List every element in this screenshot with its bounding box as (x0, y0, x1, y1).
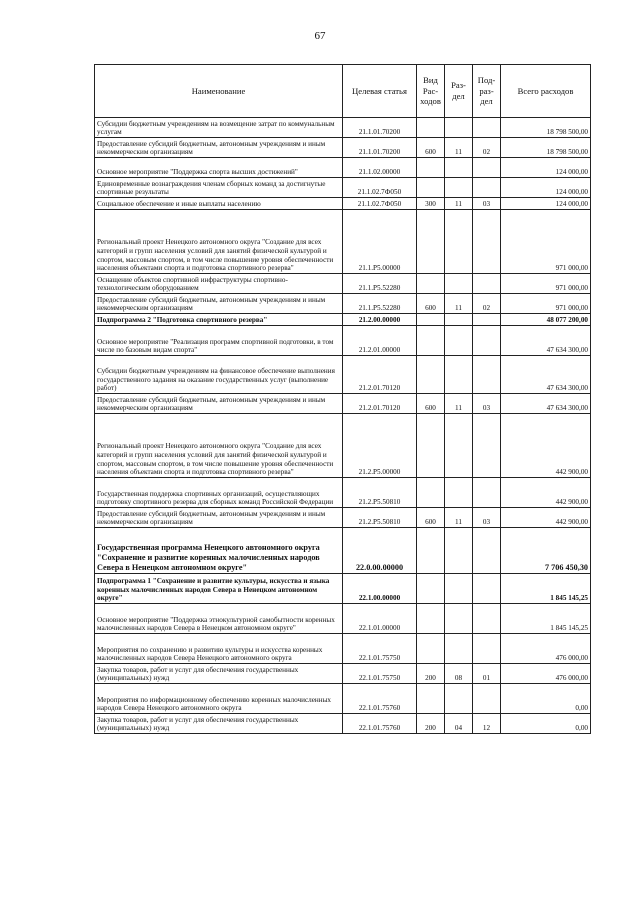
cell-total: 124 000,00 (501, 158, 591, 178)
cell-total: 47 634 300,00 (501, 356, 591, 394)
cell-section (445, 684, 473, 714)
cell-subsection (473, 478, 501, 508)
page-number: 67 (314, 30, 326, 42)
cell-target: 21.2.P5.50810 (343, 478, 417, 508)
cell-total: 1 845 145,25 (501, 604, 591, 634)
cell-target: 21.1.02.7Ф050 (343, 178, 417, 198)
cell-target: 21.1.01.70200 (343, 138, 417, 158)
table-row (95, 478, 591, 508)
cell-target: 21.1.02.00000 (343, 158, 417, 178)
cell-subsection: 01 (473, 664, 501, 684)
table-row (95, 604, 591, 634)
cell-total: 47 634 300,00 (501, 326, 591, 356)
cell-total: 442 900,00 (501, 478, 591, 508)
cell-subsection (473, 604, 501, 634)
cell-subsection: 02 (473, 294, 501, 314)
cell-name: Оснащение объектов спортивной инфраструктуры спортивно-технологическим оборудованием (95, 274, 343, 294)
table-row (95, 508, 591, 528)
table-row (95, 634, 591, 664)
cell-name: Предоставление субсидий бюджетным, автономным учреждениям и иным некоммерческим организациям (95, 508, 343, 528)
cell-exp-type: 600 (417, 294, 445, 314)
cell-subsection (473, 634, 501, 664)
cell-name: Государственная программа Ненецкого автономного округа "Сохранение и развитие коренных малочисленных народов Севера в Ненецком автономном округе" (95, 528, 343, 574)
cell-target: 21.1.02.7Ф050 (343, 198, 417, 210)
cell-exp-type (417, 574, 445, 604)
cell-section: 11 (445, 294, 473, 314)
cell-target: 21.1.01.70200 (343, 118, 417, 138)
cell-subsection (473, 528, 501, 574)
cell-exp-type (417, 158, 445, 178)
cell-subsection (473, 210, 501, 274)
table-row (95, 198, 591, 210)
cell-exp-type: 600 (417, 138, 445, 158)
cell-subsection (473, 178, 501, 198)
cell-subsection: 02 (473, 138, 501, 158)
cell-name: Мероприятия по сохранению и развитию культуры и искусства коренных малочисленных народов Севера Ненецкого автономного округа (95, 634, 343, 664)
cell-name: Основное мероприятие "Поддержка спорта высших достижений" (95, 158, 343, 178)
table-row (95, 574, 591, 604)
cell-target: 22.1.01.75750 (343, 664, 417, 684)
cell-total: 476 000,00 (501, 664, 591, 684)
cell-total: 442 900,00 (501, 414, 591, 478)
table-row (95, 138, 591, 158)
table-row (95, 714, 591, 734)
cell-name: Субсидии бюджетным учреждениям на возмещение затрат по коммунальным услугам (95, 118, 343, 138)
table-row (95, 118, 591, 138)
cell-target: 21.2.01.70120 (343, 356, 417, 394)
cell-target: 21.1.P5.52280 (343, 274, 417, 294)
cell-subsection (473, 684, 501, 714)
cell-subsection (473, 274, 501, 294)
cell-total: 971 000,00 (501, 294, 591, 314)
cell-subsection (473, 118, 501, 138)
cell-section (445, 158, 473, 178)
cell-name: Закупка товаров, работ и услуг для обеспечения государственных (муниципальных) нужд (95, 664, 343, 684)
cell-exp-type (417, 604, 445, 634)
cell-target: 21.1.P5.00000 (343, 210, 417, 274)
cell-total: 124 000,00 (501, 178, 591, 198)
cell-section (445, 414, 473, 478)
cell-name: Единовременные вознаграждения членам сборных команд за достигнутые спортивные результаты (95, 178, 343, 198)
table-row (95, 684, 591, 714)
cell-subsection (473, 314, 501, 326)
cell-total: 971 000,00 (501, 210, 591, 274)
cell-exp-type (417, 414, 445, 478)
cell-exp-type (417, 634, 445, 664)
table-row (95, 294, 591, 314)
cell-total: 442 900,00 (501, 508, 591, 528)
table-row (95, 314, 591, 326)
cell-subsection (473, 158, 501, 178)
cell-section: 08 (445, 664, 473, 684)
header-subsection: Под- раз- дел (473, 65, 501, 118)
cell-exp-type: 200 (417, 664, 445, 684)
cell-target: 22.1.01.75760 (343, 714, 417, 734)
cell-name: Подпрограмма 2 "Подготовка спортивного резерва" (95, 314, 343, 326)
table-row (95, 394, 591, 414)
cell-exp-type: 200 (417, 714, 445, 734)
cell-subsection: 03 (473, 198, 501, 210)
table-body (95, 118, 591, 734)
cell-subsection: 03 (473, 394, 501, 414)
cell-exp-type (417, 314, 445, 326)
cell-section (445, 210, 473, 274)
cell-total: 18 798 500,00 (501, 118, 591, 138)
cell-section (445, 314, 473, 326)
cell-section (445, 326, 473, 356)
cell-section: 11 (445, 508, 473, 528)
cell-subsection (473, 326, 501, 356)
cell-total: 476 000,00 (501, 634, 591, 664)
cell-target: 21.2.00.00000 (343, 314, 417, 326)
cell-total: 18 798 500,00 (501, 138, 591, 158)
cell-total: 0,00 (501, 684, 591, 714)
cell-name: Субсидии бюджетным учреждениям на финансовое обеспечение выполнения государственного задания на оказание государственных услуг (выполнение работ) (95, 356, 343, 394)
header-target: Целевая статья (343, 65, 417, 118)
cell-subsection (473, 414, 501, 478)
cell-name: Предоставление субсидий бюджетным, автономным учреждениям и иным некоммерческим организациям (95, 138, 343, 158)
table-row (95, 414, 591, 478)
cell-exp-type (417, 118, 445, 138)
cell-total: 0,00 (501, 714, 591, 734)
cell-exp-type (417, 210, 445, 274)
cell-name: Мероприятия по информационному обеспечению коренных малочисленных народов Севера Ненецкого автономного округа (95, 684, 343, 714)
cell-name: Региональный проект Ненецкого автономного округа "Создание для всех категорий и групп населения условий для занятий физической культурой и спортом, массовым спортом, в том числе повышение уровня обеспеченности населения объектами спорта и подготовка спортивного резерва" (95, 210, 343, 274)
cell-target: 21.2.01.00000 (343, 326, 417, 356)
cell-section: 04 (445, 714, 473, 734)
cell-subsection (473, 574, 501, 604)
cell-subsection (473, 356, 501, 394)
cell-exp-type (417, 326, 445, 356)
cell-exp-type (417, 684, 445, 714)
cell-name: Социальное обеспечение и иные выплаты населению (95, 198, 343, 210)
cell-name: Предоставление субсидий бюджетным, автономным учреждениям и иным некоммерческим организациям (95, 394, 343, 414)
cell-name: Предоставление субсидий бюджетным, автономным учреждениям и иным некоммерческим организациям (95, 294, 343, 314)
cell-total: 48 077 200,00 (501, 314, 591, 326)
table-row (95, 178, 591, 198)
table-header-row (95, 65, 591, 118)
table-row (95, 158, 591, 178)
cell-subsection: 12 (473, 714, 501, 734)
cell-exp-type (417, 274, 445, 294)
cell-name: Региональный проект Ненецкого автономного округа "Создание для всех категорий и групп населения условий для занятий физической культурой и спортом, массовым спортом, в том числе повышение уровня обеспеченности населения объектами спорта и подготовка спортивного резерва" (95, 414, 343, 478)
cell-name: Основное мероприятие "Поддержка этнокультурной самобытности коренных малочисленных народов Севера в Ненецком автономном округе" (95, 604, 343, 634)
table-row (95, 210, 591, 274)
cell-name: Подпрограмма 1 "Сохранение и развитие культуры, искусства и языка коренных малочисленных народов Севера в Ненецком автономном округе" (95, 574, 343, 604)
cell-section (445, 478, 473, 508)
cell-section (445, 604, 473, 634)
cell-exp-type: 300 (417, 198, 445, 210)
header-name: Наименование (95, 65, 343, 118)
cell-target: 21.1.P5.52280 (343, 294, 417, 314)
cell-target: 21.2.01.70120 (343, 394, 417, 414)
cell-target: 22.1.01.75760 (343, 684, 417, 714)
table-row (95, 664, 591, 684)
cell-exp-type (417, 356, 445, 394)
table-row (95, 528, 591, 574)
cell-section (445, 118, 473, 138)
cell-target: 21.2.P5.00000 (343, 414, 417, 478)
budget-table (94, 64, 591, 734)
cell-exp-type: 600 (417, 394, 445, 414)
cell-target: 22.1.01.75750 (343, 634, 417, 664)
cell-subsection: 03 (473, 508, 501, 528)
cell-section (445, 528, 473, 574)
cell-name: Закупка товаров, работ и услуг для обеспечения государственных (муниципальных) нужд (95, 714, 343, 734)
cell-section: 11 (445, 394, 473, 414)
cell-exp-type (417, 528, 445, 574)
cell-exp-type: 600 (417, 508, 445, 528)
cell-exp-type (417, 478, 445, 508)
table-row (95, 274, 591, 294)
cell-exp-type (417, 178, 445, 198)
cell-name: Основное мероприятие "Реализация программ спортивной подготовки, в том числе по базовым видам спорта" (95, 326, 343, 356)
cell-total: 971 000,00 (501, 274, 591, 294)
cell-target: 22.1.01.00000 (343, 604, 417, 634)
cell-section: 11 (445, 198, 473, 210)
cell-section (445, 574, 473, 604)
cell-total: 47 634 300,00 (501, 394, 591, 414)
cell-target: 21.2.P5.50810 (343, 508, 417, 528)
header-total: Всего расходов (501, 65, 591, 118)
cell-total: 1 845 145,25 (501, 574, 591, 604)
cell-section (445, 178, 473, 198)
cell-section (445, 634, 473, 664)
cell-section (445, 356, 473, 394)
cell-section: 11 (445, 138, 473, 158)
header-section: Раз- дел (445, 65, 473, 118)
cell-total: 7 706 450,30 (501, 528, 591, 574)
table-row (95, 356, 591, 394)
cell-target: 22.0.00.00000 (343, 528, 417, 574)
header-exp-type: Вид Рас- ходов (417, 65, 445, 118)
cell-section (445, 274, 473, 294)
cell-name: Государственная поддержка спортивных организаций, осуществляющих подготовку спортивного резерва для сборных команд Российской Федерации (95, 478, 343, 508)
cell-target: 22.1.00.00000 (343, 574, 417, 604)
cell-total: 124 000,00 (501, 198, 591, 210)
table-row (95, 326, 591, 356)
